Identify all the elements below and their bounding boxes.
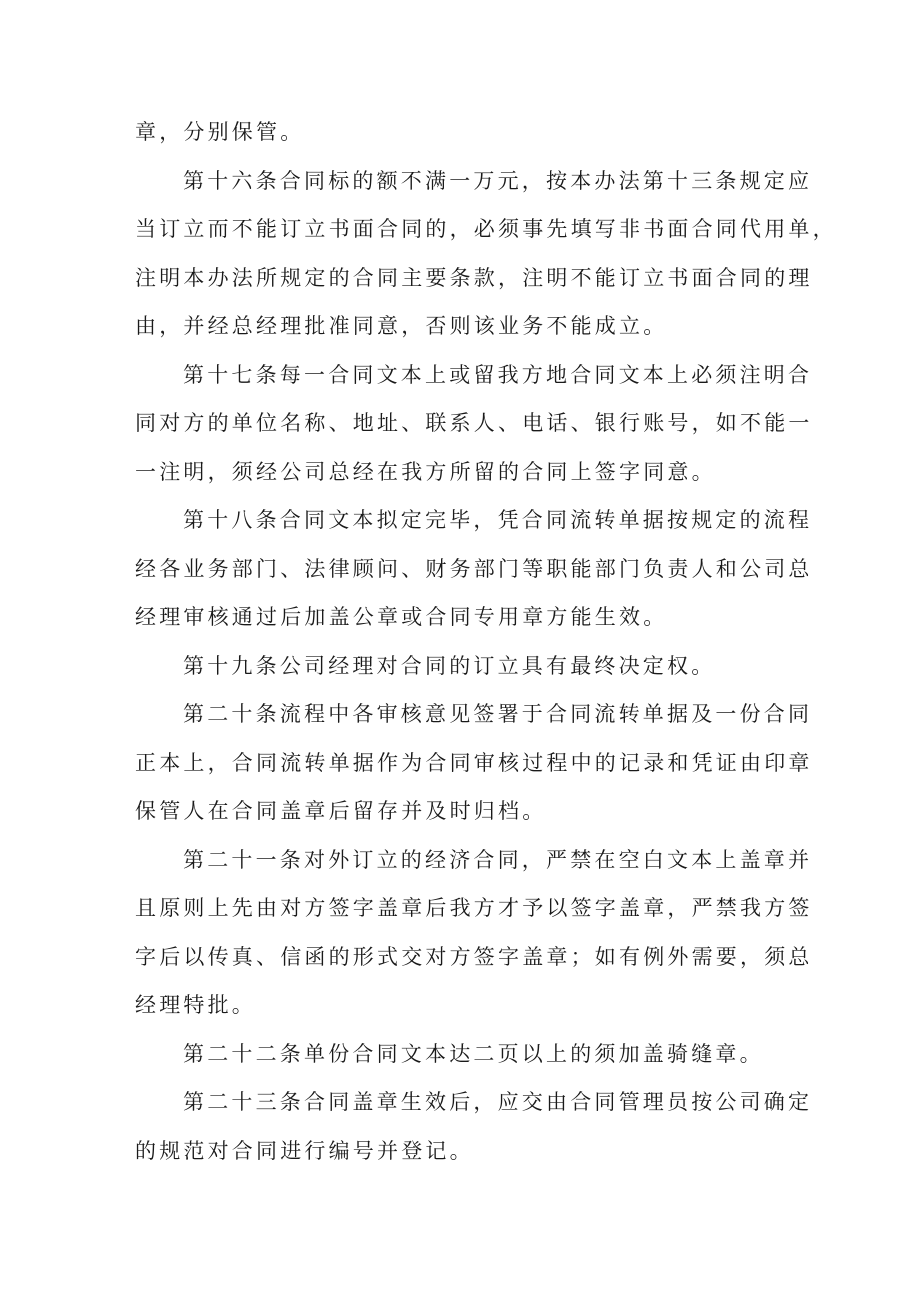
text-line: 第十八条合同文本拟定完毕，凭合同流转单据按规定的流程 [183,508,813,532]
text-line: 经理特批。 [135,993,256,1017]
text-line: 第二十二条单份合同文本达二页以上的须加盖骑缝章。 [183,1041,764,1066]
text-line: 第十九条公司经理对合同的订立具有最终决定权。 [183,653,716,678]
text-line: 注明本办法所规定的合同主要条款，注明不能订立书面合同的理 [135,265,813,290]
paragraph-article-16 [135,157,837,351]
text-line: 第十七条每一合同文本上或留我方地合同文本上必须注明合 [183,362,813,387]
document-body [135,108,837,1175]
text-line: 的规范对合同进行编号并登记。 [135,1138,474,1163]
text-line: 经各业务部门、法律顾问、财务部门等职能部门负责人和公司总 [135,556,813,581]
text-line: 字后以传真、信函的形式交对方签字盖章；如有例外需要，须总 [135,944,813,969]
text-line: 且原则上先由对方签字盖章后我方才予以签字盖章，严禁我方签 [135,896,813,920]
text-line: 第十六条合同标的额不满一万元，按本办法第十三条规定应 [183,168,813,193]
text-line: 章，分别保管。 [135,120,305,144]
paragraph-article-19 [135,642,791,691]
text-line: 正本上，合同流转单据作为合同审核过程中的记录和凭证由印章 [135,750,813,775]
text-line: 经理审核通过后加盖公章或合同专用章方能生效。 [135,605,668,629]
paragraph-article-22 [135,1030,791,1079]
text-line: 当订立而不能订立书面合同的，必须事先填写非书面合同代用单， [135,217,837,241]
text-line: 保管人在合同盖章后留存并及时归档。 [135,799,547,823]
paragraph-article-18 [135,496,813,642]
paragraph-article-23 [135,1078,813,1175]
text-line: 第二十条流程中各审核意见签署于合同流转单据及一份合同 [183,702,813,726]
paragraph-continuation [135,108,791,157]
text-line: 同对方的单位名称、地址、联系人、电话、银行账号，如不能一 [135,411,813,435]
paragraph-article-20 [135,690,813,836]
text-line: 一注明，须经公司总经在我方所留的合同上签字同意。 [135,459,716,484]
text-line: 第二十三条合同盖章生效后，应交由合同管理员按公司确定 [183,1090,813,1114]
text-line: 由，并经总经理批准同意，否则该业务不能成立。 [135,314,668,338]
paragraph-article-17 [135,351,813,497]
paragraph-article-21 [135,836,813,1030]
text-line: 第二十一条对外订立的经济合同，严禁在空白文本上盖章并 [183,847,813,872]
